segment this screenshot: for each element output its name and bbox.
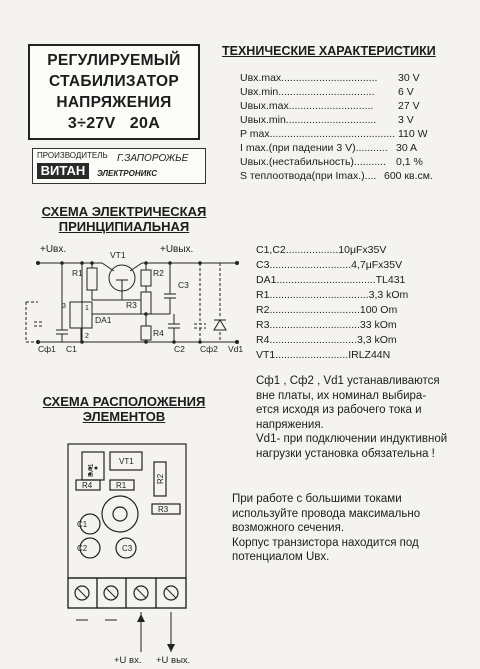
schematic-r1-label: R1 xyxy=(72,268,83,278)
manufacturer-city: Г.ЗАПОРОЖЬЕ xyxy=(117,153,189,164)
schematic-title-line-1: СХЕМА ЭЛЕКТРИЧЕСКАЯ xyxy=(41,204,207,219)
layout-title-line-1: СХЕМА РАСПОЛОЖЕНИЯ xyxy=(42,394,206,409)
title-line-3: НАПРЯЖЕНИЯ xyxy=(56,94,172,111)
layout-c1-label: C1 xyxy=(77,520,88,529)
layout-uin-label: +U вх. xyxy=(114,655,142,665)
component-row: DA1..................................TL431 xyxy=(256,274,406,286)
component-row: C1,C2..................10μFx35V xyxy=(256,244,387,256)
component-row: R3...............................33 kOm xyxy=(256,319,397,331)
component-row: R1..................................3,3 kOm xyxy=(256,289,409,301)
schematic-vd1-label: Vd1 xyxy=(228,344,244,354)
title-line-1: РЕГУЛИРУЕМЫЙ xyxy=(47,52,181,69)
spec-row: S теплоотвода(при Imax.).... 600 кв.см. xyxy=(240,170,433,182)
layout-vt1-label: VT1 xyxy=(119,457,134,466)
schematic-cf2-label: Сф2 xyxy=(200,344,218,354)
spec-row: Uвх.min................................. 6 V xyxy=(240,86,414,98)
layout-title-line-2: ЭЛЕМЕНТОВ xyxy=(82,409,166,424)
spec-row: I max.(при падении 3 V)........... 30 A xyxy=(240,142,418,154)
spec-row: Uвх.max................................. 30 V xyxy=(240,72,420,84)
manufacturer-box xyxy=(32,148,206,184)
component-row: C3............................4,7μFx35V xyxy=(256,259,403,271)
schematic-r3-label: R3 xyxy=(126,300,137,310)
product-title-box xyxy=(28,44,200,140)
component-row: VT1.........................IRLZ44N xyxy=(256,349,391,361)
layout-r2-label: R2 xyxy=(156,473,165,484)
title-line-2: СТАБИЛИЗАТОР xyxy=(49,73,179,90)
note-external-components: Сф1 , Сф2 , Vd1 устанавливаются вне платы, их номинал выбира- ется исходя из рабочего тока и напряжения. Vd1- при подключении индуктивной нагрузки установка обязательна ! xyxy=(256,375,448,460)
schematic-r4-label: R4 xyxy=(153,328,164,338)
layout-r1-label: R1 xyxy=(116,481,127,490)
layout-r4-label: R4 xyxy=(82,481,93,490)
spec-row: Uвых.min............................... 3 V xyxy=(240,114,414,126)
note-high-current: При работе с большими токами используйте провода максимально возможного сечения. Корпус транзистора находится под потенциалом Uвх. xyxy=(232,493,421,563)
circuit-schematic xyxy=(22,238,244,358)
schematic-da1-label: DA1 xyxy=(95,315,112,325)
component-row: R4..............................3,3 kOm xyxy=(256,334,397,346)
schematic-c2-label: C2 xyxy=(174,344,185,354)
layout-c3-label: C3 xyxy=(122,544,133,553)
component-row: R2...............................100 Om xyxy=(256,304,398,316)
spec-row: Uвых.max............................. 27 V xyxy=(240,100,420,112)
schematic-c1-label: C1 xyxy=(66,344,77,354)
schematic-title-line-2: ПРИНЦИПИАЛЬНАЯ xyxy=(58,219,190,234)
schematic-pin-2: 2 xyxy=(85,333,89,340)
manufacturer-suffix: ЭЛЕКТРОНИКС xyxy=(97,169,157,178)
layout-uout-label: +U вых. xyxy=(156,655,191,665)
schematic-c3-label: C3 xyxy=(178,280,189,290)
schematic-pin-3: 3 xyxy=(62,303,66,310)
manufacturer-label: ПРОИЗВОДИТЕЛЬ xyxy=(37,151,108,160)
layout-r3-label: R3 xyxy=(158,505,169,514)
specs-title: ТЕХНИЧЕСКИЕ ХАРАКТЕРИСТИКИ xyxy=(222,44,436,58)
title-line-4: 3÷27V 20A xyxy=(67,115,161,132)
spec-row: Uвых.(нестабильность)........... 0,1 % xyxy=(240,156,423,168)
spec-row: P max........................................... 110 W xyxy=(240,128,428,140)
layout-da1-label: DA1 xyxy=(88,463,95,477)
board-layout-diagram xyxy=(64,440,194,665)
schematic-uin-label: +Uвх. xyxy=(40,244,67,255)
schematic-r2-label: R2 xyxy=(153,268,164,278)
manufacturer-logo: ВИТАН xyxy=(37,163,89,179)
schematic-pin-1: 1 xyxy=(85,305,89,312)
layout-c2-label: C2 xyxy=(77,544,88,553)
schematic-uout-label: +Uвых. xyxy=(160,244,194,255)
schematic-vt1-label: VT1 xyxy=(110,250,126,260)
schematic-cf1-label: Сф1 xyxy=(38,344,56,354)
